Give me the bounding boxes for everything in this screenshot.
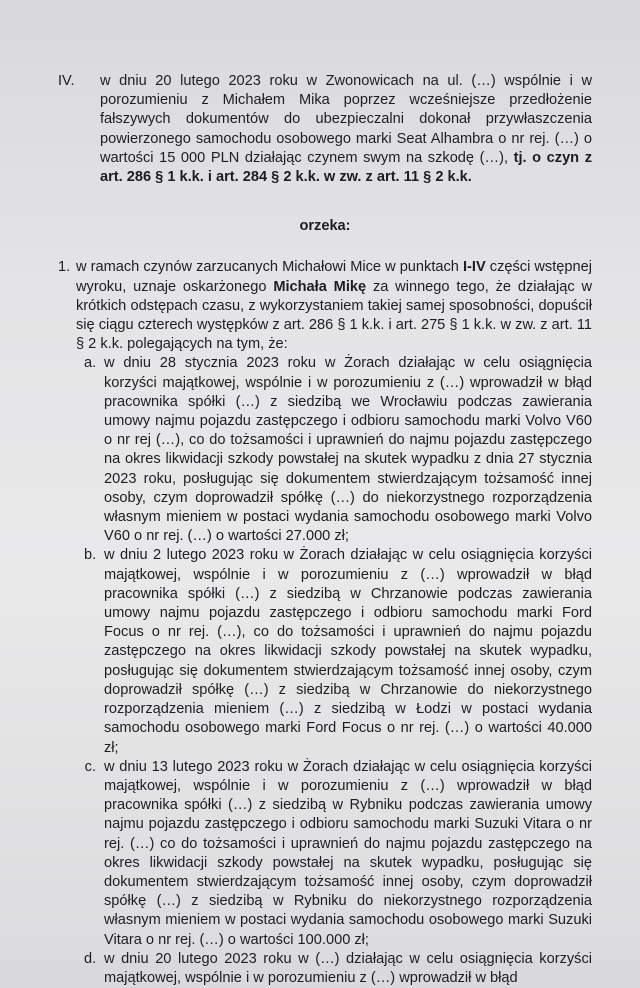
list-item-text: w dniu 2 lutego 2023 roku w Żorach działając w celu osiągnięcia korzyści majątkowej, wspólnie i w porozumieniu z (…) wprowadził w błąd pracownika spółki (…) z siedzibą w Chrzanowie podczas zawierania umowy najmu pojazdu zastępczego i odbioru samochodu marki Ford Focus o nr rej. (…), co do tożsamości i uprawnień do najmu pojazdu zastępczego na okres likwidacji szkody powstałej na skutek wypadku, posługując się dokumentem stwierdzającym tożsamość innej osoby, czym doprowadził spółkę (…) z siedzibą w Chrzanowie do niekorzystnego rozporządzenia mieniem (…) z siedzibą w Łodzi w postaci wydania samochodu osobowego marki Ford Focus o nr rej. (…) o wartości 40.000 zł;: [104, 547, 592, 756]
list-item-letter: d.: [84, 950, 97, 967]
list-item-text: w dniu 28 stycznia 2023 roku w Żorach działając w celu osiągnięcia korzyści majątkowej, wspólnie i w porozumieniu z (…) wprowadził w błąd pracownika spółki (…) z siedzibą we Wrocławiu podczas zawierania umowy najmu pojazdu zastępczego i odbioru samochodu marki Volvo V60 o nr rej (…), co do tożsamości i uprawnień do najmu pojazdu zastępczego na okres likwidacji szkody powstałej na skutek wypadku z dnia 27 stycznia 2023 roku, posługując się dokumentem stwierdzającym tożsamość innej osoby, czym doprowadził spółkę (…) do niekorzystnego rozporządzenia własnym mieniem w postaci wydania samochodu osobowego marki Volvo V60 o nr rej. (…) o wartości 27.000 zł;: [104, 355, 592, 545]
legal-qualification: tj. o czyn z art. 286 § 1 k.k. i art. 284 § 2 k.k. w zw. z art. 11 § 2 k.k.: [100, 149, 592, 186]
section-iv: [58, 72, 592, 187]
list-item: [76, 546, 592, 757]
list-item: [76, 950, 592, 988]
intro-text-a: w ramach czynów zarzucanych Michałowi Mice w punktach: [76, 259, 459, 276]
section-number: IV.: [58, 73, 75, 89]
item-number: 1.: [58, 259, 71, 276]
list-item-text: w dniu 20 lutego 2023 roku w (…) działając w celu osiągnięcia korzyści majątkowej, wspólnie i w porozumieniu z (…) wprowadził w błąd: [104, 950, 592, 986]
intro-text-b: części wstępnej wyroku, uznaje oskarżonego: [76, 259, 592, 295]
ruling-item-1: [58, 258, 592, 988]
intro-text-c: za winnego tego, że działając w krótkich odstępach czasu, z wykorzystaniem takiej samej sposobności, dopuścił się ciągu czterech występków z art. 286 § 1 k.k. i art. 275 § 1 k.k. w zw. z art. 11 § 2 k.k. polegających na tym, że:: [76, 278, 592, 353]
ruling-heading: orzeka:: [299, 218, 351, 235]
list-item-letter: c.: [84, 758, 96, 775]
list-item-text: w dniu 13 lutego 2023 roku w Żorach działając w celu osiągnięcia korzyści majątkowej, wspólnie i w porozumieniu z (…) wprowadził w błąd pracownika spółki (…) z siedzibą w Rybniku podczas zawierania umowy najmu pojazdu zastępczego i odbioru samochodu marki Suzuki Vitara o nr rej. (…) co do tożsamości i uprawnień do najmu pojazdu zastępczego na okres likwidacji szkody powstałej na skutek wypadku, posługując się dokumentem stwierdzającym tożsamość innej osoby, czym doprowadził spółkę (…) z siedzibą w Rybniku do niekorzystnego rozporządzenia własnym mieniem w postaci wydania samochodu osobowego marki Suzuki Vitara o nr rej. (…) o wartości 100.000 zł;: [104, 758, 592, 948]
section-body: [100, 72, 592, 187]
list-item: [76, 758, 592, 950]
defendant-name: Michała Mikę: [273, 278, 367, 295]
list-item-letter: a.: [84, 355, 97, 372]
section-text: w dniu 20 lutego 2023 roku w Zwonowicach na ul. (…) wspólnie i w porozumieniu z Michałem Mika poprzez wcześniejsze przedłożenie fałszywych dokumentów do ubezpieczalni dokonał przywłaszczenia powierzonego samochodu osobowego marki Seat Alhambra o nr rej. (…) o wartości 15 000 PLN działając czynem swym na szkodę (…),: [100, 73, 592, 166]
list-item-letter: b.: [84, 547, 97, 564]
list-item: [76, 354, 592, 546]
item-body: [76, 258, 592, 988]
sub-items-list: [76, 354, 592, 988]
points-range: I-IV: [463, 259, 486, 276]
